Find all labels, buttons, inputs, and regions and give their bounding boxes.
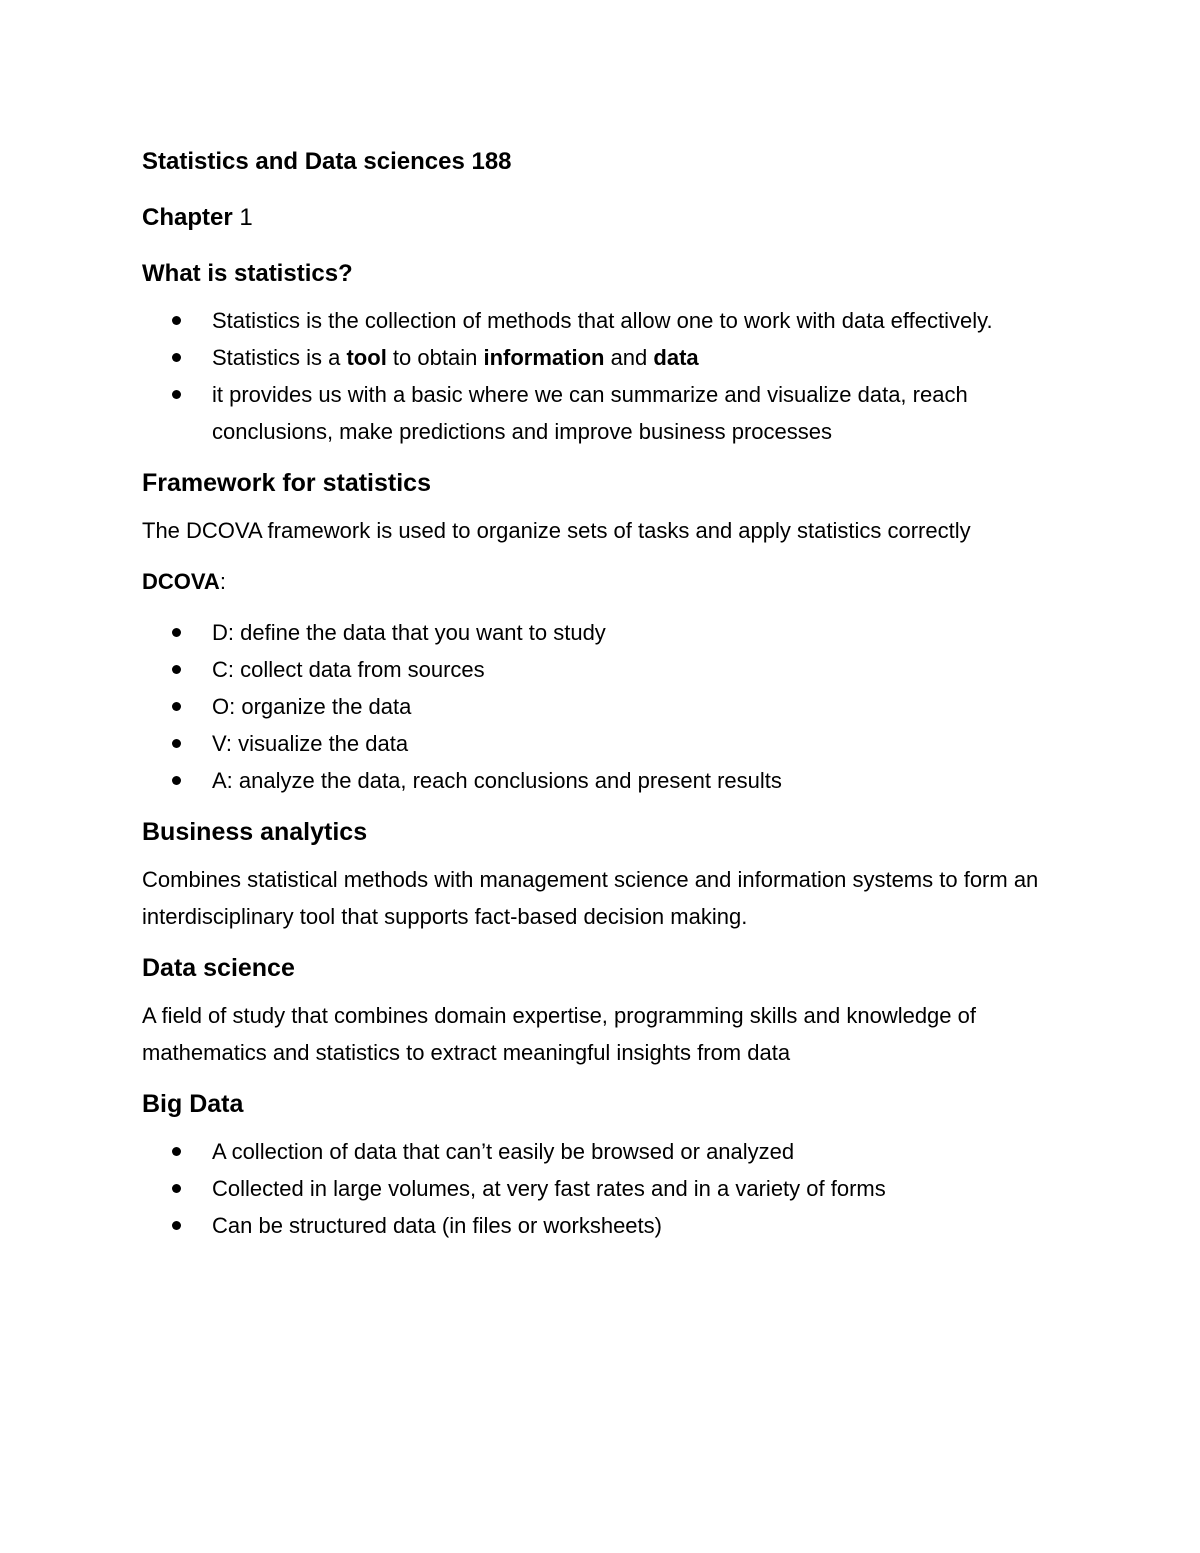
list-item — [142, 339, 1082, 376]
list-item-text-part: and — [604, 345, 654, 370]
list-item-text: A: analyze the data, reach conclusions and present results — [212, 768, 782, 793]
bold-term-data: data — [653, 345, 699, 370]
list-item — [142, 376, 1082, 450]
bullet-icon — [172, 739, 181, 748]
dcova-list — [142, 614, 1082, 799]
section-heading-data-science: Data science — [142, 954, 295, 982]
document-title: Statistics and Data sciences 188 — [142, 148, 512, 175]
list-item-text: O: organize the data — [212, 694, 412, 719]
bold-term-information: information — [483, 345, 605, 370]
list-item-text: C: collect data from sources — [212, 657, 485, 682]
list-item-text: Statistics is the collection of methods that allow one to work with data effectively. — [212, 308, 993, 333]
list-item — [142, 614, 1082, 651]
business-analytics-paragraph: Combines statistical methods with management science and information systems to form an interdisciplinary tool that supports fact-based decision making. — [142, 867, 1039, 929]
list-item-text: Can be structured data (in files or worksheets) — [212, 1213, 662, 1238]
chapter-heading — [142, 196, 1082, 240]
what-is-statistics-list — [142, 302, 1082, 450]
bullet-icon — [172, 1221, 181, 1230]
section-heading-big-data: Big Data — [142, 1090, 244, 1118]
bullet-icon — [172, 665, 181, 674]
bullet-icon — [172, 316, 181, 325]
section-heading-framework: Framework for statistics — [142, 469, 431, 497]
list-item — [142, 762, 1082, 799]
bullet-icon — [172, 390, 181, 399]
list-item — [142, 688, 1082, 725]
big-data-list — [142, 1133, 1082, 1244]
list-item-text: D: define the data that you want to study — [212, 620, 606, 645]
list-item — [142, 1133, 1082, 1170]
bullet-icon — [172, 776, 181, 785]
list-item — [142, 725, 1082, 762]
bullet-icon — [172, 628, 181, 637]
chapter-number: 1 — [239, 204, 253, 231]
data-science-paragraph: A field of study that combines domain expertise, programming skills and knowledge of mathematics and statistics to extract meaningful insights from data — [142, 1003, 976, 1065]
section-heading-what-is-statistics: What is statistics? — [142, 260, 353, 287]
list-item-text: V: visualize the data — [212, 731, 409, 756]
bullet-icon — [172, 1184, 181, 1193]
dcova-label: DCOVA — [142, 569, 220, 594]
list-item-text: Collected in large volumes, at very fast rates and in a variety of forms — [212, 1176, 886, 1201]
list-item — [142, 1170, 1082, 1207]
chapter-label: Chapter — [142, 204, 233, 231]
list-item — [142, 302, 1082, 339]
framework-paragraph: The DCOVA framework is used to organize sets of tasks and apply statistics correctly — [142, 518, 971, 543]
document-page — [142, 140, 1082, 1258]
list-item — [142, 651, 1082, 688]
list-item-text: A collection of data that can’t easily be browsed or analyzed — [212, 1139, 795, 1164]
dcova-colon: : — [219, 569, 226, 594]
bullet-icon — [172, 353, 181, 362]
bullet-icon — [172, 1147, 181, 1156]
section-heading-business-analytics: Business analytics — [142, 818, 368, 846]
dcova-label-line — [142, 563, 1082, 600]
list-item-text-part: Statistics is a — [212, 345, 347, 370]
list-item-text: it provides us with a basic where we can summarize and visualize data, reach conclusions, make predictions and improve business processes — [212, 382, 968, 444]
bold-term-tool: tool — [346, 345, 387, 370]
bullet-icon — [172, 702, 181, 711]
list-item — [142, 1207, 1082, 1244]
list-item-text-part: to obtain — [386, 345, 484, 370]
